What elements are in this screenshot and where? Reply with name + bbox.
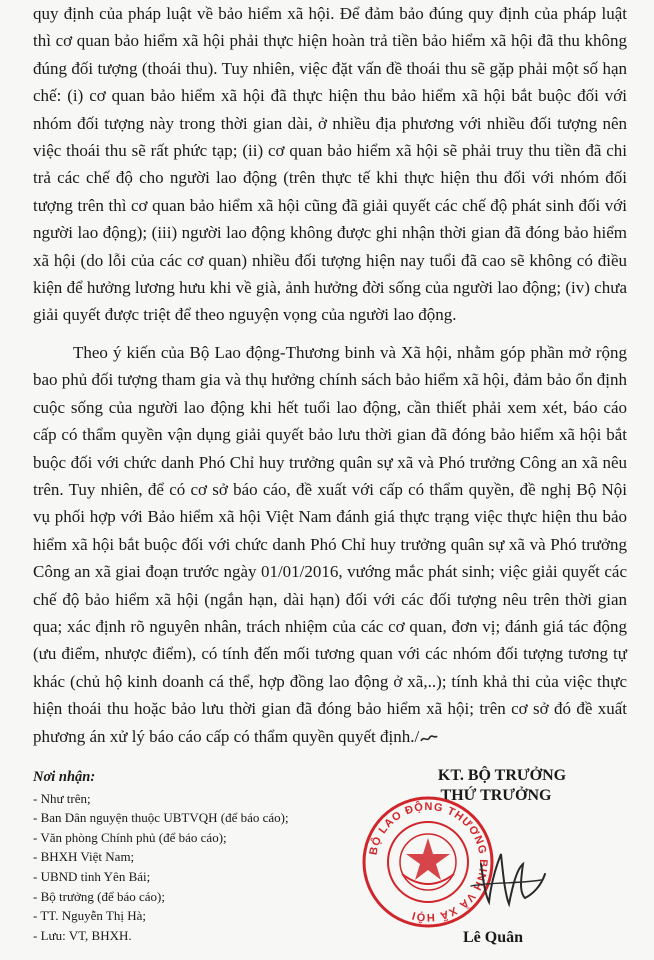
recipient-item: - Ban Dân nguyện thuộc UBTVQH (để báo cáo); [33, 810, 289, 826]
recipient-item: - Bộ trưởng (để báo cáo); [33, 888, 165, 904]
recipients-title: Nơi nhận: [33, 769, 96, 785]
star-emblem-icon [400, 834, 456, 890]
handwritten-signature-icon [461, 824, 551, 914]
signer-title-line1: KT. BỘ TRƯỞNG [437, 767, 567, 784]
body-paragraph-1-text: quy định của pháp luật về bảo hiểm xã hội. Để đảm bảo đúng quy định của pháp luật thì cơ quan bảo hiểm xã hội phải thực hiện hoàn trả tiền bảo hiểm xã hội đã thu không đúng đối tượng (thoái thu). Tuy nhiên, việc đặt vấn đề thoái thu sẽ gặp phải một số hạn chế: (i) cơ quan bảo hiểm xã hội đã thực hiện thu bảo hiểm xã hội bắt buộc đối với nhóm đối tượng này trong thời gian dài, ở nhiều địa phương với nhiều đối tượng nên việc thoái thu sẽ rất phức tạp; (ii) cơ quan bảo hiểm xã hội sẽ phải truy thu tiền đã chi trả các chế độ cho người lao động (trên thực tế khi thực hiện thu đối với nhóm đối tượng trên thì cơ quan bảo hiểm xã hội cũng đã giải quyết các chế độ phát sinh đối với người lao động); (iii) người lao động không được ghi nhận thời gian đã đóng bảo hiểm xã hội (do lỗi của các cơ quan) nhiều đối tượng hiện nay tuổi đã cao sẽ không có điều kiện để hưởng lương hưu khi về già, ảnh hưởng đời sống của người lao động; (iv) chưa giải quyết được triệt để theo nguyện vọng của người lao động. [33, 4, 627, 325]
signature-block [367, 766, 636, 960]
seal-text: BỘ LAO ĐỘNG THƯƠNG BINH VÀ XÃ HỘI [367, 800, 490, 924]
recipient-item: - Văn phòng Chính phủ (để báo cáo); [33, 829, 227, 845]
initial-mark-icon [419, 731, 439, 745]
recipient-item: - Như trên; [33, 790, 91, 806]
body-paragraph-2 [33, 339, 627, 750]
signer-name: Lê Quân [463, 929, 524, 946]
body-paragraph-2-text: Theo ý kiến của Bộ Lao động-Thương binh và Xã hội, nhằm góp phần mở rộng bao phủ đối tượng tham gia và thụ hưởng chính sách bảo hiểm xã hội, đảm bảo ổn định cuộc sống của người lao động khi hết tuổi lao động, cần thiết phải xem xét, báo cáo cấp có thẩm quyền vận dụng giải quyết bảo lưu thời gian đã đóng bảo hiểm xã hội bắt buộc đối với chức danh Phó Chỉ huy trưởng quân sự xã và Phó trưởng Công an xã nêu trên. Tuy nhiên, để có cơ sở báo cáo, đề xuất với cấp có thẩm quyền, đề nghị Bộ Nội vụ phối hợp với Bảo hiểm xã hội Việt Nam đánh giá thực trạng việc thực hiện thu bảo hiểm xã hội bắt buộc đối với chức danh Phó Chỉ huy trưởng quân sự xã và Phó trưởng Công an xã giai đoạn trước ngày 01/01/2016, vướng mắc phát sinh; việc giải quyết các chế độ bảo hiểm xã hội (ngắn hạn, dài hạn) đối với các đối tượng nêu trên thời gian qua; xác định rõ nguyên nhân, trách nhiệm của các cơ quan, đơn vị; đánh giá tác động (ưu điểm, nhược điểm), có tính đến mối tương quan với các nhóm đối tượng tương tự khác (chủ hộ kinh doanh cá thể, hợp đồng lao động ở xã,..); tính khả thi của việc thực hiện thoái thu hoặc bảo lưu thời gian đã đóng bảo hiểm xã hội; trên cơ sở đó đề xuất phương án xử lý báo cáo cấp có thẩm quyền quyết định./ [33, 343, 627, 746]
recipient-item: - UBND tỉnh Yên Bái; [33, 868, 151, 884]
recipients-block [33, 768, 363, 945]
recipient-item: - TT. Nguyễn Thị Hà; [33, 908, 147, 924]
body-paragraph-1 [33, 0, 627, 329]
signer-title-line2: THỨ TRƯỞNG [440, 787, 552, 804]
recipient-item: - Lưu: VT, BHXH. [33, 927, 132, 943]
recipient-item: - BHXH Việt Nam; [33, 849, 135, 865]
